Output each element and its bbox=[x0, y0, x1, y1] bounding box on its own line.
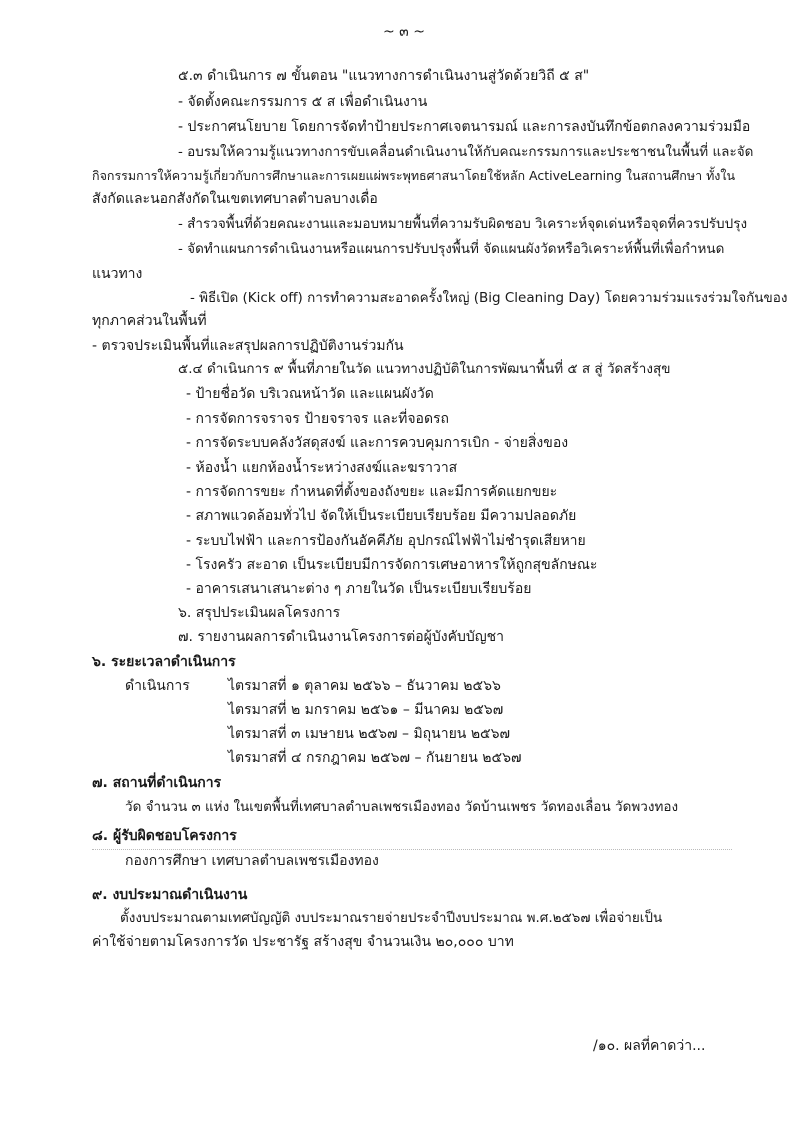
quarter-item: ไตรมาสที่ ๔ กรกฎาคม ๒๕๖๗ – กันยายน ๒๕๖๗ bbox=[228, 750, 522, 766]
list-item: - ตรวจประเมินพื้นที่และสรุปผลการปฏิบัติงานร่วมกัน bbox=[92, 338, 404, 354]
section-5-3-heading: ๕.๓ ดำเนินการ ๗ ขั้นตอน "แนวทางการดำเนินงานสู่วัดด้วยวิถี ๕ ส" bbox=[178, 68, 590, 84]
list-item: - ห้องน้ำ แยกห้องน้ำระหว่างสงฆ์และฆราวาส bbox=[186, 460, 458, 476]
step-7-item: ๗. รายงานผลการดำเนินงานโครงการต่อผู้บังคับบัญชา bbox=[178, 629, 505, 645]
list-item: - ป้ายชื่อวัด บริเวณหน้าวัด และแผนผังวัด bbox=[186, 386, 434, 402]
list-item: - อบรมให้ความรู้แนวทางการขับเคลื่อนดำเนินงานให้กับคณะกรรมการและประชาชนในพื้นที่ และจัด bbox=[178, 144, 754, 160]
list-item: กิจกรรมการให้ความรู้เกี่ยวกับการศึกษาและการเผยแผ่พระพุทธศาสนาโดยใช้หลัก ActiveLearning ในสถานศึกษา ทั้งใน bbox=[92, 168, 736, 183]
list-item: แนวทาง bbox=[92, 266, 143, 282]
quarter-item: ไตรมาสที่ ๓ เมษายน ๒๕๖๗ – มิถุนายน ๒๕๖๗ bbox=[228, 726, 511, 742]
list-item: - การจัดการขยะ กำหนดที่ตั้งของถังขยะ และมีการคัดแยกขยะ bbox=[186, 484, 558, 500]
quarter-item: ไตรมาสที่ ๑ ตุลาคม ๒๕๖๖ – ธันวาคม ๒๕๖๖ bbox=[228, 678, 501, 694]
next-page-note: /๑๐. ผลที่คาดว่า... bbox=[593, 1038, 706, 1054]
list-item: - การจัดการจราจร ป้ายจราจร และที่จอดรถ bbox=[186, 411, 450, 427]
section-9-text: ค่าใช้จ่ายตามโครงการวัด ประชารัฐ สร้างสุข จำนวนเงิน ๒๐,๐๐๐ บาท bbox=[92, 934, 514, 950]
section-5-4-heading: ๕.๔ ดำเนินการ ๙ พื้นที่ภายในวัด แนวทางปฏิบัติในการพัฒนาพื้นที่ ๕ ส สู่ วัดสร้างสุข bbox=[178, 361, 671, 377]
page-number: ~ ๓ ~ bbox=[383, 24, 425, 40]
list-item: - สภาพแวดล้อมทั่วไป จัดให้เป็นระเบียบเรียบร้อย มีความปลอดภัย bbox=[186, 508, 577, 524]
list-item: - จัดทำแผนการดำเนินงานหรือแผนการปรับปรุงพื้นที่ จัดแผนผังวัดหรือวิเคราะห์พื้นที่เพื่อกำหนด bbox=[178, 241, 725, 257]
list-item: - อาคารเสนาเสนาะต่าง ๆ ภายในวัด เป็นระเบียบเรียบร้อย bbox=[186, 581, 532, 597]
section-9-heading: ๙. งบประมาณดำเนินงาน bbox=[92, 887, 248, 903]
list-item: - การจัดระบบคลังวัสดุสงฆ์ และการควบคุมการเบิก - จ่ายสิ่งของ bbox=[186, 435, 569, 451]
list-item: - ประกาศนโยบาย โดยการจัดทำป้ายประกาศเจตนารมณ์ และการลงบันทึกข้อตกลงความร่วมมือ bbox=[178, 119, 751, 135]
list-item: ทุกภาคส่วนในพื้นที่ bbox=[92, 313, 207, 329]
operation-label: ดำเนินการ bbox=[125, 678, 190, 694]
list-item: - จัดตั้งคณะกรรมการ ๕ ส เพื่อดำเนินงาน bbox=[178, 94, 428, 110]
list-item: สังกัดและนอกสังกัดในเขตเทศบาลตำบลบางเดื่อ bbox=[92, 191, 378, 207]
quarter-item: ไตรมาสที่ ๒ มกราคม ๒๕๖๑ – มีนาคม ๒๕๖๗ bbox=[228, 702, 504, 718]
list-item: - สำรวจพื้นที่ด้วยคณะงานและมอบหมายพื้นที่ความรับผิดชอบ วิเคราะห์จุดเด่นหรือจุดที่ควรปรับปรุง bbox=[178, 216, 748, 232]
list-item: - พิธีเปิด (Kick off) การทำความสะอาดครั้งใหญ่ (Big Cleaning Day) โดยความร่วมแรงร่วมใจกันของ bbox=[190, 290, 788, 306]
section-6-heading: ๖. ระยะเวลาดำเนินการ bbox=[92, 654, 236, 670]
section-7-text: วัด จำนวน ๓ แห่ง ในเขตพื้นที่เทศบาลตำบลเพชรเมืองทอง วัดบ้านเพชร วัดทองเลื่อน วัดพวงทอง bbox=[125, 799, 679, 815]
divider bbox=[92, 849, 732, 850]
section-7-heading: ๗. สถานที่ดำเนินการ bbox=[92, 775, 222, 791]
list-item: - โรงครัว สะอาด เป็นระเบียบมีการจัดการเศษอาหารให้ถูกสุขลักษณะ bbox=[186, 557, 598, 573]
section-8-text: กองการศึกษา เทศบาลตำบลเพชรเมืองทอง bbox=[125, 853, 379, 869]
section-8-heading: ๘. ผู้รับผิดชอบโครงการ bbox=[92, 828, 237, 844]
step-6-item: ๖. สรุปประเมินผลโครงการ bbox=[178, 605, 341, 621]
section-9-text: ตั้งงบประมาณตามเทศบัญญัติ งบประมาณรายจ่ายประจำปีงบประมาณ พ.ศ.๒๕๖๗ เพื่อจ่ายเป็น bbox=[120, 910, 663, 926]
list-item: - ระบบไฟฟ้า และการป้องกันอัคคีภัย อุปกรณ์ไฟฟ้าไม่ชำรุดเสียหาย bbox=[186, 533, 586, 549]
